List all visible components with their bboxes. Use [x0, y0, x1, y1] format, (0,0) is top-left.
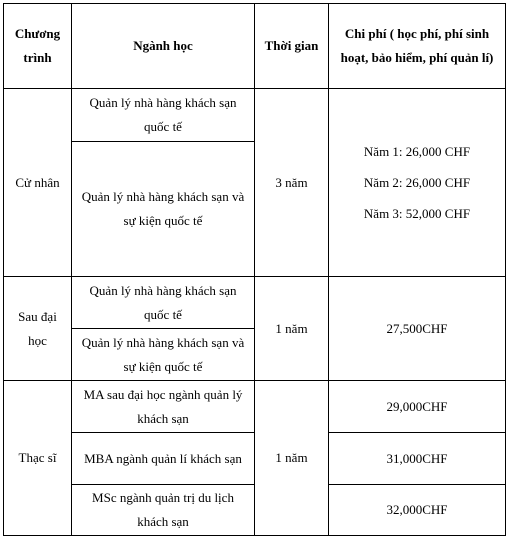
- master-program-cell: Thạc sĩ: [4, 381, 72, 536]
- postgrad-major-1: Quản lý nhà hàng khách sạn quốc tế: [72, 277, 255, 329]
- master-fee-1: 29,000CHF: [329, 381, 506, 433]
- postgrad-fee-cell: 27,500CHF: [329, 277, 506, 381]
- master-duration-cell: 1 năm: [255, 381, 329, 536]
- postgrad-program-cell: Sau đại học: [4, 277, 72, 381]
- header-row: [4, 4, 506, 89]
- postgrad-major-2: Quản lý nhà hàng khách sạn và sự kiện quốc tế: [72, 329, 255, 381]
- bachelor-fee-cell: [329, 89, 506, 277]
- bachelor-major-2: Quản lý nhà hàng khách sạn và sự kiện quốc tế: [72, 142, 255, 277]
- header-duration: Thời gian: [255, 4, 329, 89]
- bachelor-major-1: Quản lý nhà hàng khách sạn quốc tế: [72, 89, 255, 142]
- tuition-fee-table: [3, 3, 506, 536]
- table-row: [4, 381, 506, 433]
- master-major-2: MBA ngành quản lí khách sạn: [72, 433, 255, 485]
- master-major-1: MA sau đại học ngành quản lý khách sạn: [72, 381, 255, 433]
- bachelor-program-cell: Cử nhân: [4, 89, 72, 277]
- bachelor-duration-cell: 3 năm: [255, 89, 329, 277]
- header-program: Chương trình: [4, 4, 72, 89]
- bachelor-fee-year-2: Năm 2: 26,000 CHF: [363, 174, 471, 190]
- master-fee-2: 31,000CHF: [329, 433, 506, 485]
- table-row: [4, 277, 506, 329]
- header-cost: Chi phí ( học phí, phí sinh hoạt, bảo hiểm, phí quản lí): [329, 4, 506, 89]
- bachelor-fee-year-1: Năm 1: 26,000 CHF: [363, 143, 471, 159]
- master-major-3: MSc ngành quản trị du lịch khách sạn: [72, 485, 255, 536]
- postgrad-duration-cell: 1 năm: [255, 277, 329, 381]
- header-major: Ngành học: [72, 4, 255, 89]
- bachelor-fee-year-3: Năm 3: 52,000 CHF: [363, 205, 471, 221]
- master-fee-3: 32,000CHF: [329, 485, 506, 536]
- table-row: [4, 89, 506, 142]
